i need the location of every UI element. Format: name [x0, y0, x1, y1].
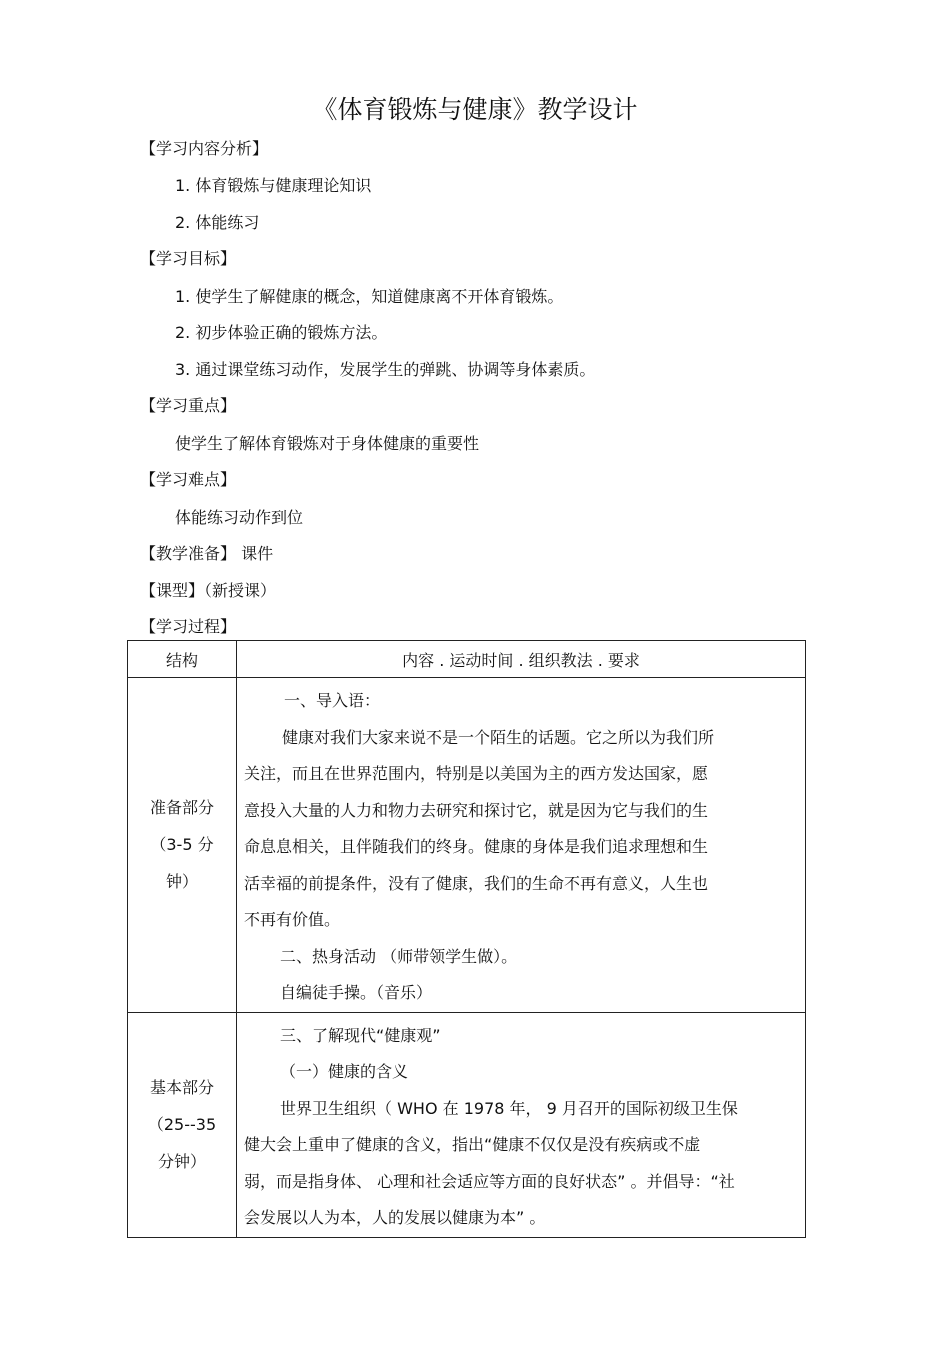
structure-line: （25--35	[147, 1115, 217, 1134]
document-title: 《体育锻炼与健康》教学设计	[312, 95, 638, 124]
table-row	[128, 678, 806, 1013]
content-line: 一、导入语：	[284, 691, 381, 710]
content-line: 不再有价值。	[244, 910, 341, 929]
structure-cell	[128, 678, 237, 1013]
content-line: 健康对我们大家来说不是一个陌生的话题。它之所以为我们所	[282, 727, 715, 747]
content-line: 世界卫生组织（ WHO 在 1978 年， 9 月召开的国际初级卫生保	[280, 1098, 738, 1118]
structure-line: 钟）	[165, 872, 198, 892]
content-cell	[237, 1012, 806, 1237]
content-line: （一）健康的含义	[280, 1062, 409, 1081]
structure-line: 基本部分	[149, 1078, 214, 1097]
structure-cell	[128, 1012, 237, 1237]
key-point-text: 使学生了解体育锻炼对于身体健康的重要性	[175, 434, 480, 453]
structure-line: 准备部分	[149, 798, 214, 818]
content-item-1: 1. 体育锻炼与健康理论知识	[175, 176, 372, 195]
table-row	[128, 1012, 806, 1237]
content-cell	[237, 678, 806, 1013]
table-header-row	[128, 641, 806, 678]
content-analysis-heading: 【学习内容分析】	[140, 139, 269, 158]
content-line: 二、热身活动 （师带领学生做）。	[280, 946, 518, 966]
content-line: 命息息相关，且伴随我们的终身。健康的身体是我们追求理想和生	[244, 837, 709, 856]
content-line: 三、了解现代“健康观”	[280, 1025, 441, 1045]
content-line: 关注，而且在世界范围内，特别是以美国为主的西方发达国家，愿	[244, 764, 709, 783]
process-table	[127, 640, 806, 1238]
objective-item-2: 2. 初步体验正确的锻炼方法。	[175, 323, 388, 342]
difficulty-text: 体能练习动作到位	[175, 508, 304, 527]
content-line: 会发展以人为本，人的发展以健康为本” 。	[244, 1208, 546, 1227]
key-point-heading: 【学习重点】	[140, 396, 237, 415]
difficulty-heading: 【学习难点】	[140, 470, 237, 489]
objectives-heading: 【学习目标】	[140, 249, 237, 268]
process-heading: 【学习过程】	[140, 617, 237, 636]
objective-item-1: 1. 使学生了解健康的概念，知道健康离不开体育锻炼。	[175, 287, 564, 306]
preparation-line: 【教学准备】 课件	[140, 544, 274, 563]
lesson-type-line: 【课型】（新授课）	[140, 581, 277, 600]
structure-line: 分钟）	[157, 1152, 206, 1171]
content-line: 活幸福的前提条件，没有了健康，我们的生命不再有意义，人生也	[244, 873, 709, 893]
header-structure: 结构	[128, 641, 237, 678]
header-content: 内容 . 运动时间 . 组织教法 . 要求	[237, 641, 806, 678]
content-line: 弱，而是指身体、 心理和社会适应等方面的良好状态” 。并倡导：“社	[244, 1171, 735, 1191]
content-line: 自编徒手操。（音乐）	[280, 983, 433, 1002]
structure-line: （3-5 分	[150, 835, 214, 855]
objective-item-3: 3. 通过课堂练习动作，发展学生的弹跳、协调等身体素质。	[175, 360, 596, 379]
content-line: 意投入大量的人力和物力去研究和探讨它，就是因为它与我们的生	[244, 800, 709, 820]
content-item-2: 2. 体能练习	[175, 213, 260, 232]
content-line: 健大会上重申了健康的含义，指出“健康不仅仅是没有疾病或不虚	[244, 1135, 701, 1154]
